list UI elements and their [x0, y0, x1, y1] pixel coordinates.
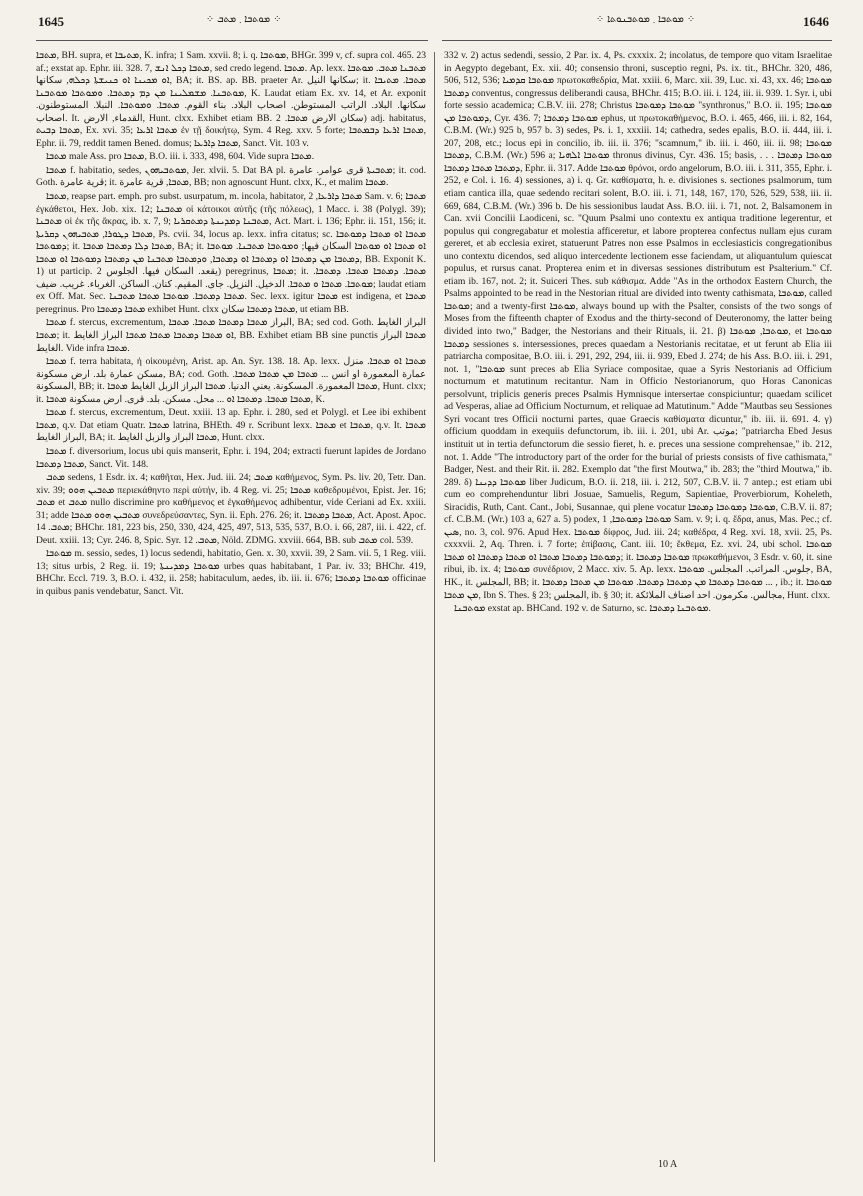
entry-paragraph: ܡܬܒܐ f. habitatio, sedes, ܡܘܬܒܝܗܘܢ, Jer. xlvii. 5. Dat BA pl. ܡܬܒܝܬܐ قرى عوامر. عامرة; it. cod. Goth. قرية عامرة; it. ܡܬܒܐ, قرية عامرة, BB; non agnoscunt Hunt. clxx, K., et malim ܡܬܒܐ. — [36, 164, 426, 189]
entry-paragraph: ܡܘܬܒܐ m. sessio, sedes, 1) locus sedendi, habitatio, Gen. x. 30, xxvii. 39, 2 Sam. vii. 5, 1 Reg. viii. 13; situs urbis, 2 Reg. ii. 19; ܡܘܬܒܐ ܕܡܕܝܢܬܐ urbes quas habitabant, 1 Par. iv. 33; BHChr. 419, BHChr. Eccl. 719. 3, B.O. i. 432, ii. 258; habitaculum, aedes, ib. iii. ii. 676; ܡܘܬܒܐ ܕܡܬܒܐ officinae in quibus panis vendebatur, Sanct. Vit. — [36, 548, 426, 597]
entry-paragraph: ܡܘܬܒܢܐ exstat ap. BHCand. 192 v. de Saturno, sc. ܡܘܬܒܢܐ ܕܡܬܒܐ. — [454, 603, 711, 615]
column-divider — [434, 52, 435, 1162]
entry-paragraph: ܡܬܒܐ male Ass. pro ܡܬܒܐ, B.O. iii. i. 333, 498, 604. Vide supra ܡܬܒܐ. — [46, 151, 315, 163]
entry-paragraph: ܡܬܒܐ, BH. supra, et ܡܬܝܒܐ, K. infra; 1 Sam. xxvii. 8; i. q. ܡܘܬܒܐ, BHGr. 399 v, cf. supra col. 465. 23 af.; exstat ap. Ephr. iii. 328. 7, ܡܬܒܐ ܕܟܠ ܐܢܫ, sed credo legend. ܡܬܒܐ. Ap. lexx. ܡܬܒܢܐ ܡܬܒ. ܡܘܬܒܐ ܐܘ ܡܟܝܢܐ ܐܘ ܟܢܝܫܬܐ ܕܟܠܗ, سكانها, BA; it. BS. ap. BB. praeter Ar. سكانها النيل; it. ܡܬܒܐ. ܡܬܝܒܐ ܡܘܬܒܢܐ. ܡܫܡܠܝܢܐ ܡܢ ܕܡ ܕܡܬܒܐ. ܘܡܘܬܒܐ ܡܘܬܒܢܐ, K. Laudat etiam Ex. xv. 14, et Ar. exponit سكانها. البلاد. الراتب المستوطن. اصحاب البلاد. بناء القوم. ܡܬܒܐ. ܘܡܘܬܒܐ. النبلا. المستوطنون. اصحاب. It. القدماء, الارض, Hunt. clxx. Exhibet etiam BB. سكان الارض ܡܬܒܐ. 2) adj. habitatus, ܡܬܒܐ ܕܒܝܬ, Ex. xvi. 35; ܡܬܒܐ ܐܪܥܐ ἐν τῇ δοικήτῳ, Sym. 4 Reg. xxv. 5 forte; ܡܬܒܐ ܐܪܥܐ ܕܒܡܬܒܐ, Ephr. ii. 79, reddit tamen Bened. domus; ܡܬܒܐ ܕܐܪܥܐ, Sanct. Vit. 103 v. — [36, 50, 426, 149]
left-column — [36, 50, 426, 1170]
entry-paragraph: ܡܬܒܐ f. diversorium, locus ubi quis manserit, Ephr. i. 194, 204; extracti fuerunt lapides de Jordano ܡܬܒܐ ܕܡܬܒܐ, Sanct. Vit. 148. — [36, 445, 426, 470]
signature-mark: 10 A — [658, 1159, 678, 1170]
entry-paragraph: ܡܬܒ sedens, 1 Esdr. ix. 4; καθῆται, Hex. Jud. iii. 24; ܡܬܒ καθήμενος, Sym. Ps. liv. 20, Tetr. Dan. xiv. 39; ܡܬܒܝܢ ܗܘܘ περιεκάθηντο περὶ αὐτήν, ib. 4 Reg. vi. 25; ܡܬܒܐ καθεδρυμένοι, Epist. Jer. 16; ܡܬܒ et ܡܬܒ nullo discrimine pro καθήμενος et ἐγκαθήμενος adhibentur, vide Ceriani ad Ex. xxiii. 31; adde ܡܬܒܝܢ ܗܘܘ ܡܬܒܐ συνεδρεύσαντες, Syn. ii. Eph. 276. 26; it. ܡܬܒܐ ܕܡܬܒܐ, Act. Apost. Apoc. ܡܬܒ. 14; BHChr. 181, 223 bis, 250, 330, 424, 425, 497, 513, 535, 537, B.O. i. 66, 287, iii. i. 422, cf. Deut. xxiii. 13; Cyr. 246. 8, Spic. Syr. ܡܬܒ. 12, Nöld. ZDMG. xxviii. 664, BB. sub ܡܬܒ col. 539. — [36, 472, 426, 546]
entry-paragraph: ܡܬܒܐ f. stercus, excrementum, البراز ܡܬܒܐ ܕܡܬܒܐ ܡܬܒܐ. ܡܬܒܐ, BA; sed cod. Goth. البراز الغايط ܡܬܒܐ; it. ܐܘ ܡܬܒܐ ܕܡܬܒܐ ܡܬܒܐ ܡܬܒܐ البراز الغايط, BB. Exhibet etiam BB sine punctis ܡܬܒܐ البراز الغايط. Vide infra ܡܬܒܐ. — [36, 317, 426, 354]
page-number-left: 1645 — [38, 14, 64, 29]
header-rule-right — [442, 40, 832, 41]
entry-paragraph: 332 v. 2) actus sedendi, sessio, 2 Par. ix. 4, Ps. cxxxix. 2; incolatus, de tempore quo vitam Israelitae in Aegypto degebant, Ex. xii. 40; consensio throni, susceptio regni, Ps. ix. tit., BHChr. 320, 486, 506, 512, 536; ܡܘܬܒܐ ܩܕܡܝܐ πρωτοκαθεδρία, Mat. xxiii. 6, Marc. xii. 39, Luc. xi. 43, xx. 46; ܡܘܬܒܐ ܕܡܬܒܐ conventus, congressus deliberandi causa, BHChr. 415; B.O. iii. i. 124, iii. ii. 939. 1. Syr. i, ubi forte sessio academica; C.B.V. iii. 278; Christus ܡܘܬܒܐ ܕܡܘܬܒܐ "synthronus," B.O. ii. 195; ܡܘܬܒܐ ܕܡܘܬܒܐ ܡܢ, Cyr. 436. 7; ܡܘܬܒܐ ܕܡܬܒܐ ephus, ut πρωτοκαθήμενος, B.O. i. 465, 466, iii. i. 82, 164, C.B.M. (Wr.) 925 b, 957 b. 3) sedes, Ps. i. 1, xxxiii. 14; cathedra, sedes epalis, B.O. ii. 444, iii. i. 207, 208, etc.; locus epi in concilio, ib. iii. ii. 376; "scamnum," ib. iii. i. 460, iii. ii. 98; ܡܘܬܒܐ ܕܡܬܒܐ, C.B.M. (Wr.) 596 a; ܡܘܬܒܐ ܐܠܗܝܐ thronus divinus, Cyr. 436. 15; basis, . . . ܡܘܬܒܐ ܕܡܬܒܐ ܕܡܬܒܐ ܡܬܒܐ ܕܡܬܒܐ, Ephr. ii. 317. Adde ܡܘܬܒܐ θρόνοι, ordo angelorum, B.O. iii. i. 311, 355, Ephr. i. 252, e Col. i. 16. 4) sessiones, a) i. q. Gr. καθίσματα, h. e. divisiones s. sectiones psalmorum, tum etiam cantica illa, quae sedendo recitari solent, B.O. iii. i. 71, 148, 167, 170, 526, 529, 538, iii. ii. 669, 684, C.B.M. (Wr.) 396 b. De his sessionibus laudat Ass. B.O. iii. i. 71, not. 2, Balsamonem in Can. xvii Concilii Laodiceni, sc. "Quum Psalmi uno contextu ex antiqua traditione legerentur, et populus qui congregabatur et molestia afficeretur, et labore propterea confectus nullam ejus curam gereret, et ab ecclesia exiret, statuerunt Patres non esse Psalmos in ecclesiasticis congregationibus uno contextu dicendos, sed aliquo intercedente lectionem esse faciendam, ut aliquantulum quiescat populus, et rursus canat. Propterea enim et in diversas sessiones distributum est Psalterium." Cf. etiam ib. 167, not. 2; it. Suiceri Thes. sub κάθισμα. Adde "As in the orthodox Eastern Church, the Psalms appointed to be read in the Nestorian ritual are divided into twenty cathismata, ܡܘܬܒܐ, called ܡܘܬܒܐ; and a twenty-first ܡܘܬܒܐ, always bound up with the Psalter, consists of the two songs of Moses from the fifteenth chapter of Exodus and the thirty-second of Deuteronomy, the latter being divided into two," Badger, the Nestorians and their Rituals, ii. 21. β) ܡܘܬܒܐ, ܡܘܬܒܐ, et ܡܘܬܒܐ ܕܡܬܒܐ sessiones s. intersessiones, preces quaedam a Nestorianis recitatae, et ut ferunt ab Elia iii patriarcha compositae, B.O. iii. i. 291, 292, 294, iii. ii. 939, Ebed J. 274; de his Ass. B.O. iii. i. 291, not. 1, "ܡܘܬܒܐ sunt preces ab Elia Syriace compositae, quae a Syris Nestorianis ad Officium nocturnum et matutinum recitantur. Nam in Officio Nestorianorum, quo Horas Canonicas persolvunt, triplicis generis preces Psalmis Hymnisque intersertae conspiciuntur; quaedam scilicet ad Vesperas, aliae ad Officium Nocturnum, et reliquae ad Matutinum." Adde "Mautbas seu Sessiones Syri vocant tres Officii nocturni partes, quae Graecis καθίσματα dicuntur," ib. iii. ii. 691. 4. γ) officium quoddam in exequiis defunctorum, ib. iii. i. 201, ubi Ar. موتب; "patriarcha Ebed Jesus instituit ut in tertia defunctorum die sessio fieret, h. e. preces una sessione comprehensae," ib. 212, not. 1. Adde "The introductory part of the order for the burial of priests consists of five cathismata," Badger, Nest. and their Rit. ii. 282. Exemplo dat "the first Moutwa," ib. 283; the "third Moutwa," ib. 289. δ) ܡܘܬܒܐ ܕܕܝܢܐ liber Judicum, B.O. ii. 218, iii. i. 212, 507, C.B.V. ii. 7 antep.; est etiam ubi cum eo comprehenduntur libri Josuae, Samuelis, Regum, Sapientiae, Proverbiorum, Koheleth, Siracidis, Ruth, Cant. Cant., Jobi, Susannae, qui plene vocatur ܡܘܬܒܐ ܕܡܘܬܒܐ ܕܡܬܒܐ, C.B.V. ii. 87; cf. C.B.M. (Wr.) 103 a, 627 a. 5) podex, ܡܘܬܒܐ ܕܡܘܬܒܐ, 1 Sam. v. 9; i. q. ἕδρα, anus, Mas. Pec.; cf. ܣܝܢ, no. 3, col. 976. Apud Hex. ܡܘܬܒܐ δίφρος, Jud. iii. 24; καθέδρα, 4 Reg. xvi. 18, xvii. 25, Ps. cxxxvii. 2, Aq. Thren. i. 7 forte; ἐπίβασις, Cant. iii. 10; ἕκθεμα, Ez. xvi. 24, ubi schol. ܡܘܬܒܐ ܕܡܘܬܒܐ ܕܡܬܒܐ ܡܬܒܐ ܐܘ ܡܬܒܐ ܕܡܬܒܐ ܐܘ ܡܬܒܐ; it. ܡܘܬܒܐ ܕܡܬܒܐ πρωκαθήμενοι, 3 Esdr. v. 60, it. sine ribui, ib. ix. 4; ܡܘܬܒܐ συνέδριον, 2 Macc. xiv. 5. Ap. lexx. جلوس. المراتب. المجلس. ܡܘܬܒܐ, BA, HK., it. المجلس, BB; it. ܡܘܬܒܐ ܕܡܬܒܐ ܡܢ ܕܡܬܒܐ ܕܡܬܒܐ. ܡܘܬܒܐ ܡܢ ܡܬܒܐ ܕܡܬܒܐ ... , ib.; it. ܡܘܬܒܐ ܡܢ ܡܬܒܐ, Ibn S. Thes. § 23; المجلس, ib. § 30; it. مجالس. مكرمون. احد اصناف الملائكة, Hunt. clxx. — [444, 50, 832, 601]
running-header — [36, 12, 831, 36]
entry-paragraph: ܡܬܒܐ f. stercus, excrementum, Deut. xxiii. 13 ap. Ephr. i. 280, sed et Polygl. et Lee ibi exhibent ܡܬܒܐ, q.v. Dat etiam Quatr. ܡܬܒܐ latrina, BHEth. 49 r. Scribunt lexx. ܡܬܒܐ et ܡܬܒܐ, q.v. It. ܡܬܒܐ البراز الغايط, BA; it. ܡܬܒܐ البراز والزبل الغايط, Hunt. clxx. — [36, 407, 426, 444]
header-rule-left — [36, 40, 428, 41]
entry-paragraph: ܡܬܒܐ f. terra habitata, ἡ οἰκουμένη, Arist. ap. An. Syr. 138. 18. Ap. lexx. ܡܬܒܐ ܐܘ ܡܬܒܐ. منزل مسكن عمارة بلد. ارض مسكونة, BA; cod. Goth. عمارة المعمورة او انس ... ܡܬܒܐ ܡܢ ܡܬܒܐ ܡܬܒܐ. المسكونة, BB; it. ܡܬܒܐ المعمورة. المسكونة. يعني الدنيا. ܡܬܒܐ البراز الزبل الغايط ܡܬܒܐ, Hunt. clxx; it. ܡܬܒܐ ܡܬܒܐ. ܕܡܬܒܐ ܐܘ ... محل. مسكن. بلد. قرى. ارض مسكونة ܡܬܒܐ, K. — [36, 356, 426, 405]
entry-paragraph: ܡܬܒܐ, reapse part. emph. pro subst. usurpatum, m. incola, habitator, ܡܬܒܐ ܕܐܪܥܐ, 2 Sam. v. 6; ܡܬܒܐ ἐγκάθετοι, Hex. Job. xix. 12; ܡܬܒܢܐ οἱ κάτοικοι αὐτῆς (τῆς πόλεως), 1 Macc. i. 38 (Polygl. 39); ܡܬܒܢܐ οἱ ἐκ τῆς ἄκρας, ib. x. 7, 9; ܡܬܒܢܐ ܕܡܕܝܢܬܐ ܕܡܬܩܪܝܐ, Act. Mart. i. 136; Ephr. ii. 151, 156; it. ܡܬܒܐ ܕܛܘܪܐ, ܡܬܒܝܗܘܢ ܕܩܪܝܬܐ, Ps. cvii. 34, locus ap. lexx. infra citatus; sc. ܡܬܒܐ ܐܘ ܡܬܒܐ ܕܡܘܬܒܐ ܕܡܘܬܒܐ; it. ܡܬܒܐ ܕܠܐ ܕܡܬܒܐ ܡܬܒܐ, BA; it. ܐܘ ܡܬܒܐ ܐܘ ܡܘܬܒܐ السكان فيها; ܘܡܘܬܒܐ ܡܬܒܢܐ. ܡܘܬܒܐ ܕܡܬܒܐ ܡܢ ܕܡܬܒܐ ܐܘ ܕܡܬܒܐ ܐܘ ܕܡܬܒܐ, ܘܕܡܬܒܐ ܡܬܒܢܐ ܡܢ ܕܡܬܒܐ ܕܡܘܬܒܐ ܐܘ ܡܬܒܐ, BB. Exponit K. 1) ut particip. يقعد. السكان فيها. الجلوس 2) peregrinus, ܡܬܒܐ; it. ܡܬܒܐ. ܕܡܬܒܐ ܡܬܒܐ. ܕܡܬܒܐ. ܡܘܬܒܐ. ܡܬܒܐ ܘ ܡܬܒܐ. الدخيل. النزيل. جاى. المقيم. كنان. الساكن. الغرباء. غريب. ضيف; laudat etiam ex Off. Mat. Sec. ܡܬܒܐ ܕܡܬܒܐ. ܡܘܬܒܐ ܡܬܒܐ ܡܬܒܢܐ. Sec. lexx. igitur ܡܬܒܐ est indigena, et ܡܬܒܐ peregrinus. Pro ܡܬܒܐ ܕܡܬܒܐ exhibet Hunt. clxx ܡܬܒܐ ܕܡܬܒܐ سكان, ut etiam BB. — [36, 191, 426, 315]
running-head-right: ⁘ ܡܘܬܒܐ ܂ ܡܘܬܒܢܘܬܐ ⁘ — [596, 14, 695, 25]
page-number-right: 1646 — [803, 14, 829, 29]
running-head-left: ⁘ ܡܘܬܒܐ ܂ ܡܬܒ ⁘ — [206, 14, 282, 25]
right-column — [444, 50, 832, 1120]
